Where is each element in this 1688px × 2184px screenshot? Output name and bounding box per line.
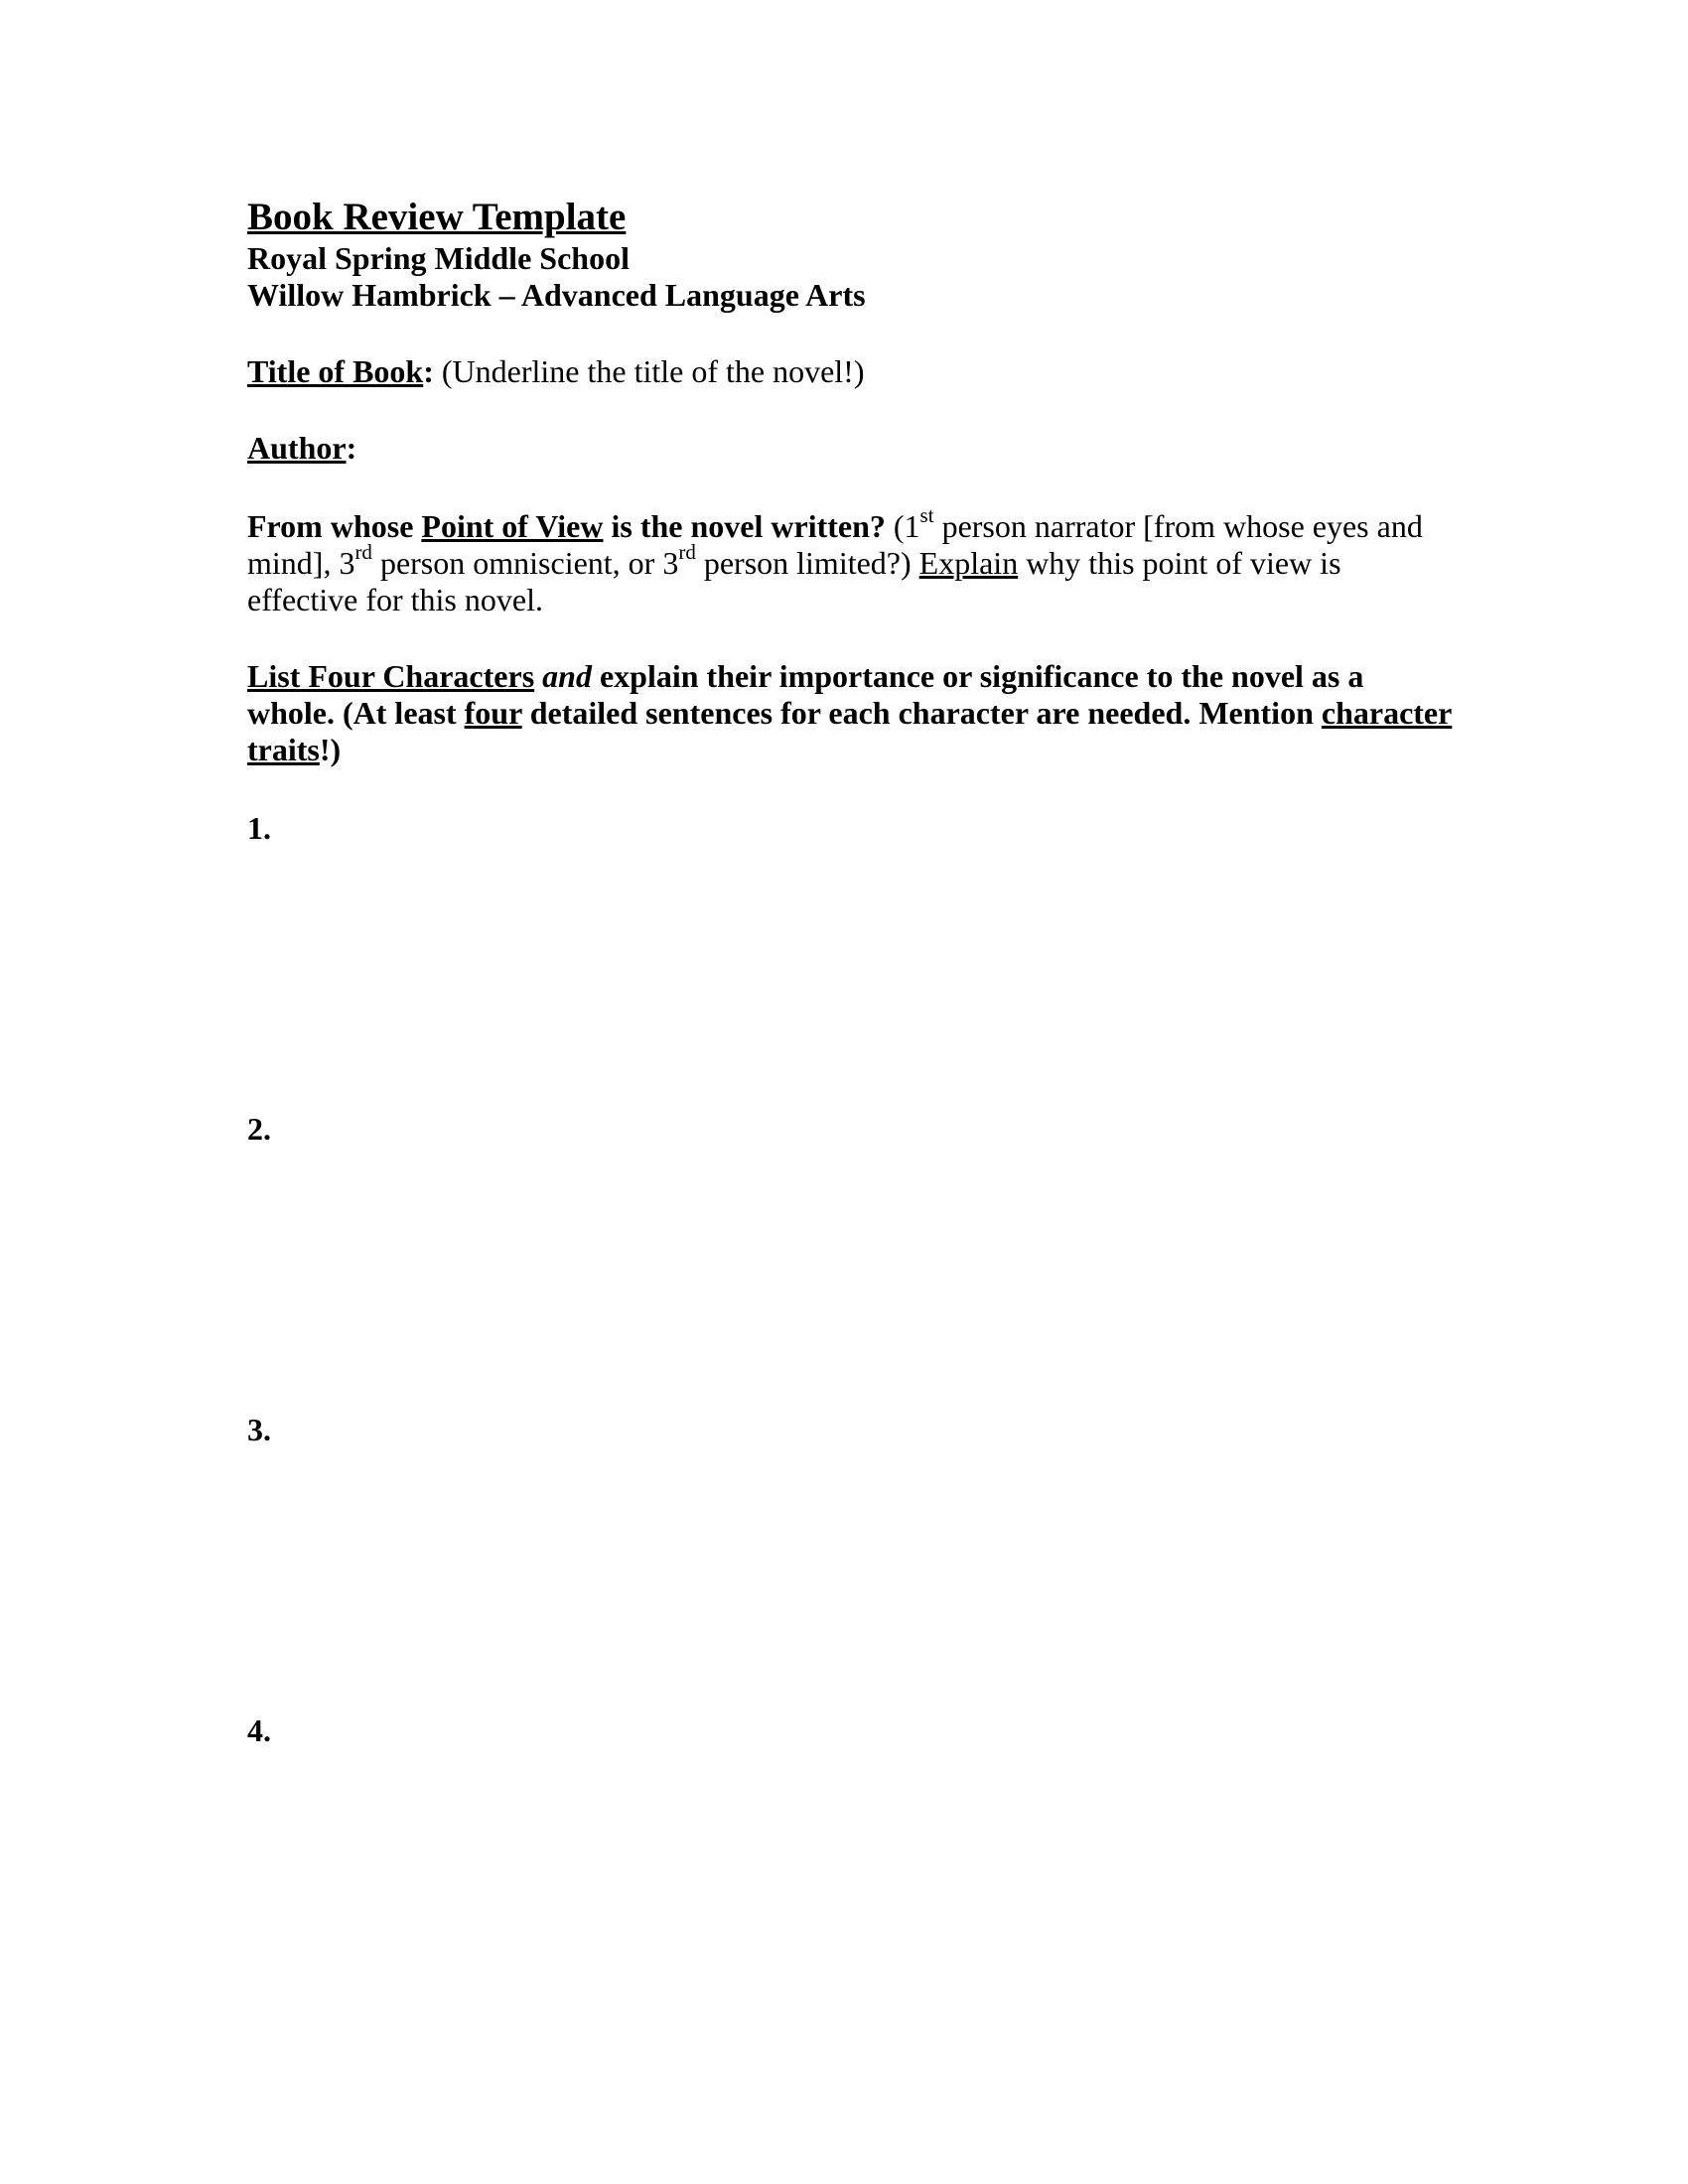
characters-space <box>534 658 542 694</box>
characters-t2: detailed sentences for each character are needed. Mention <box>521 695 1322 731</box>
character-number-1: 1. <box>247 810 271 846</box>
pov-sup3: rd <box>678 540 696 565</box>
pov-p2: person narrator [from whose eyes and mind], 3 <box>247 508 1423 581</box>
title-of-book-line <box>247 353 1459 390</box>
teacher-class: Willow Hambrick – Advanced Language Arts <box>247 277 866 313</box>
characters-four: four <box>464 695 522 731</box>
title-of-book-label: Title of Book <box>247 353 424 389</box>
character-number-3: 3. <box>247 1412 271 1447</box>
pov-p4: person limited?) <box>695 545 919 581</box>
pov-sup1: st <box>919 503 934 528</box>
author-line <box>247 430 1459 467</box>
title-of-book-instruction: (Underline the title of the novel!) <box>433 353 865 389</box>
document-page <box>247 195 1459 768</box>
characters-list-label: List Four Characters <box>247 658 535 694</box>
author-label: Author <box>247 430 347 466</box>
characters-and: and <box>542 658 592 694</box>
characters-t1: explain their importance or significance to the novel as a whole. (At least <box>247 658 1364 731</box>
pov-p5: why this point of view is effective for this novel. <box>247 545 1341 617</box>
pov-explain: Explain <box>918 545 1019 581</box>
author-colon: : <box>346 430 357 466</box>
point-of-view-question <box>247 503 1459 618</box>
characters-instruction <box>247 658 1459 768</box>
characters-traits: character traits <box>247 695 1453 767</box>
school-name: Royal Spring Middle School <box>247 240 630 276</box>
characters-t3: !) <box>319 732 342 767</box>
pov-q1: From whose <box>247 508 422 544</box>
character-number-2: 2. <box>247 1111 271 1147</box>
pov-underlined: Point of View <box>421 508 604 544</box>
pov-sup2: rd <box>354 540 372 565</box>
pov-q2: is the novel written? <box>603 508 886 544</box>
character-number-4: 4. <box>247 1712 271 1748</box>
title-of-book-colon: : <box>423 353 434 389</box>
pov-p1: (1 <box>885 508 920 544</box>
document-title: Book Review Template <box>247 196 627 238</box>
pov-p3: person omniscient, or 3 <box>371 545 679 581</box>
